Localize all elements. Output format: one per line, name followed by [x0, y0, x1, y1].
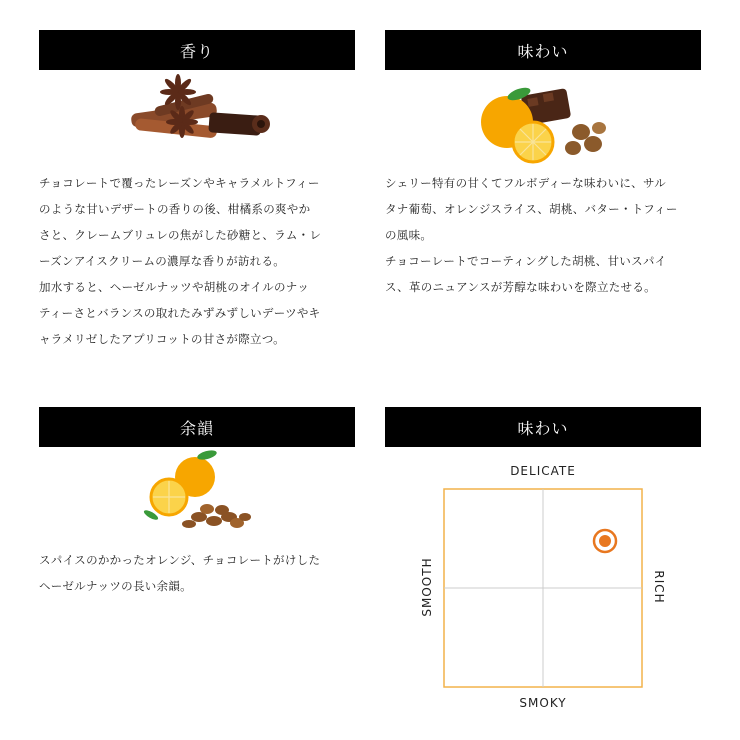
flavor-map-grid — [443, 488, 643, 688]
aroma-description — [39, 170, 355, 352]
finish-description — [39, 547, 355, 599]
axis-label-right: RICH — [652, 570, 666, 604]
axis-label-top: DELICATE — [510, 464, 576, 478]
finish-title: 余韻 — [179, 418, 214, 438]
taste-paragraph-2: チョコーレートでコーティングした胡桃、甘いスパイ ス、革のニュアンスが芳醇な味わいを際立たせる。 — [385, 254, 667, 294]
flavor-map-panel — [385, 407, 701, 447]
finish-paragraph-1: スパイスのかかったオレンジ、チョコレートがけした ヘーゼルナッツの長い余韻。 — [39, 553, 321, 593]
position-marker-icon — [594, 530, 616, 552]
raisin-icon — [182, 504, 251, 528]
cinnamon-star-anise-illustration — [39, 70, 355, 170]
chocolate-roll-icon — [208, 112, 270, 136]
flavor-map-header — [385, 407, 701, 447]
aroma-panel — [39, 30, 355, 352]
aroma-title: 香り — [179, 41, 214, 61]
aroma-paragraph-1: チョコレートで覆ったレーズンやキャラメルトフィー のような甘いデザートの香りの後、柑橘系の爽やか さと、クレームブリュレの焦がした砂糖と、ラム・レ ーズンアイスクリームの濃厚な香りが訪れる。 — [39, 176, 322, 268]
aroma-paragraph-2: 加水すると、ヘーゼルナッツや胡桃のオイルのナッ ティーさとバランスの取れたみずみずしいデーツやキ ャラメリゼしたアプリコットの甘さが際立つ。 — [39, 280, 321, 346]
taste-description — [385, 170, 701, 300]
hazelnut-icon — [565, 122, 606, 155]
finish-panel — [39, 407, 355, 599]
orange-chocolate-illustration — [385, 70, 701, 170]
taste-title: 味わい — [517, 41, 569, 61]
taste-header — [385, 30, 701, 70]
axis-label-bottom: SMOKY — [519, 696, 567, 710]
taste-paragraph-1: シェリー特有の甘くてフルボディーな味わいに、サル タナ葡萄、オレンジスライス、胡桃、バター・トフィー の風味。 — [385, 176, 678, 242]
taste-panel — [385, 30, 701, 300]
flavor-map-title: 味わい — [517, 418, 569, 438]
axis-label-left: SMOOTH — [420, 557, 434, 617]
orange-raisin-illustration — [39, 447, 355, 539]
finish-header — [39, 407, 355, 447]
aroma-header — [39, 30, 355, 70]
